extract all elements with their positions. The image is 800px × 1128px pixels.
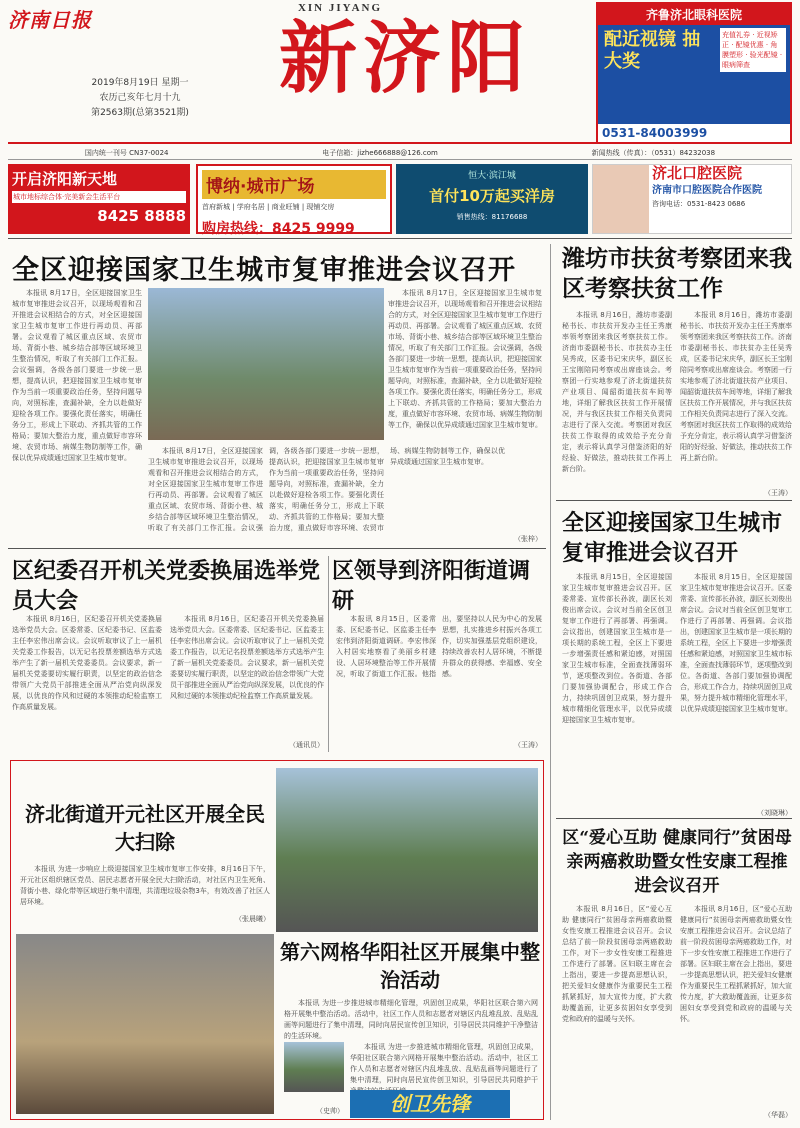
ad-phone: 购房热线：8425 9999: [202, 221, 355, 237]
ad-list: 充值礼券 · 近视矫正 · 配镜优惠 · 角膜塑形 · 验光配镜 · 眼病筛查: [720, 28, 786, 72]
byline-jiwei: （通讯员）: [289, 741, 324, 749]
lunar-date: 农历己亥年七月十九: [99, 93, 181, 103]
hotline: 新闻热线（传真）：（0531）84232038: [591, 148, 716, 157]
cn-number: 国内统一刊号 CN37-0024: [84, 148, 169, 157]
ad-sub: 首府新城 | 学府名居 | 商业旺铺 | 现铺交房: [202, 203, 335, 211]
byline-liuwang: （史帅）: [316, 1107, 344, 1115]
masthead-title: 新济阳: [278, 13, 531, 104]
byline-weifang: （王涛）: [764, 489, 792, 497]
article-aixin-col1: 本报讯 8月16日，区“爱心互助 健康同行”贫困母亲两癌救助暨女性安康工程推进会议召开。会议总结了前一阶段贫困母亲两癌救助工作，对下一步女性安康工程推进工作进行了部署。区妇联主席在会上指出，要进一步提高思想认识，把关爱妇女健康作为重要民生工程抓紧抓好，加大宣传力度，扩大救助覆盖面，让更多贫困妇女享受到党和政府的温暖与关怀。: [562, 905, 672, 1023]
byline-main: （张梓）: [514, 535, 542, 543]
article-liuwang-a: 本报讯 为进一步推进城市精细化管理，巩固创卫成果，华阳社区联合第六网格开展集中整治活动。活动中，社区工作人员和志愿者对辖区内乱堆乱放、乱贴乱画等问题进行了集中清理，同时向居民宣传创卫知识，引导居民共同维护干净整洁的生活环境。: [284, 999, 538, 1040]
headline-daoshi[interactable]: 区领导到济阳街道调研: [332, 558, 531, 614]
info-bar: [8, 146, 792, 160]
masthead-rule: [8, 142, 792, 144]
ad-sub: 城市地标综合体·完美新会生活平台: [12, 191, 186, 203]
photo-cleanup-volunteers: [276, 768, 538, 932]
section-rule: [556, 818, 792, 819]
article-main2-col1: 本报讯 8月15日，全区迎接国家卫生城市复审推进会议召开。区委常委、宣传部长孙波，副区长刘俊出席会议。会议对当前全区创卫复审工作进行了再部署、再强调。会议指出，创建国家卫生城市是一项长期的系统工程，全区上下要进一步增强责任感和紧迫感，对照国家卫生城市标准，全面查找薄弱环节，逐项整改到位。各街道、各部门要加强协调配合，形成工作合力，持续巩固创卫成果，努力提升城市精细化管理水平，以优异成绩迎接国家卫生城市复审。: [562, 573, 672, 724]
chuangwei-banner: 创卫先锋: [350, 1090, 510, 1118]
headline-weifang[interactable]: 潍坊市扶贫考察团来我区考察扶贫工作: [562, 245, 792, 302]
ad-dental[interactable]: [592, 164, 792, 234]
headline-main[interactable]: 全区迎接国家卫生城市复审推进会议召开: [12, 255, 516, 286]
email: 电子信箱：jizhe666888@126.com: [322, 148, 438, 157]
article-jiwei-col2: 本报讯 8月16日，区纪委召开机关党委换届选举党员大会。区委常委、区纪委书记、区监委主任李宏伟出席会议。会议听取审议了上一届机关党委工作报告，以无记名投票差额选举方式选举产生了新一届机关党委委员。会议要求，新一届机关党委要切实履行职责，以坚定的政治信念带领广大党员干部推进全面从严治党向纵深发展，以优良的作风和过硬的本领推动纪检监察工作高质量发展。: [170, 615, 324, 700]
headline-liuwang[interactable]: 第六网格华阳社区开展集中整治活动: [280, 940, 540, 992]
byline-jibei: （张晨曦）: [235, 915, 270, 923]
headline-aixin[interactable]: 区“爱心互助 健康同行”贫困母亲两癌救助暨女性安康工程推进会议召开: [562, 828, 792, 896]
byline-main2: （刘晓琳）: [757, 809, 792, 817]
ad-top: 恒大·滨江城: [468, 171, 516, 181]
headline-jiwei[interactable]: 区纪委召开机关党委换届选举党员大会: [12, 558, 321, 614]
article-main-col1: 本报讯 8月17日，全区迎接国家卫生城市复审推进会议召开，以现场观看和召开推进会议相结合的方式，对全区迎接国家卫生城市复审工作进行再动员、再部署。会议观看了城区重点区域、农贸市场、背街小巷、城乡结合部等区域环境卫生整治情况，听取了有关部门工作汇报。会议强调，各级各部门要进一步统一思想，提高认识，把迎接国家卫生城市复审作为当前一项重要政治任务，坚持问题导向，对照标准，查漏补缺，全力以赴做好迎检各项工作。要强化责任落实，明确任务分工，形成上下联动、齐抓共管的工作格局；要加大整治力度，重点做好市容环境、农贸市场、病媒生物防制等工作，确保以优异成绩通过国家卫生城市复审。: [12, 289, 142, 462]
article-daoshi: 本报讯 8月15日，区委常委、区纪委书记、区监委主任李宏伟到济阳街道调研。李宏伟深入村居实地察看了美丽乡村建设、人居环境整治等工作开展情况，听取了街道工作汇报。他指出，要坚持以人民为中心的发展思想，扎实推进乡村振兴各项工作，切实加强基层党组织建设，持续改善农村人居环境，不断提升群众的获得感、幸福感、安全感。: [336, 615, 542, 678]
ad-hengda[interactable]: [396, 164, 588, 234]
issue-date: 2019年8月19日 星期一: [91, 78, 189, 88]
ad-tel: 咨询电话：0531-8423 0686: [652, 200, 746, 208]
column-divider: [328, 556, 329, 752]
ad-xintiandi[interactable]: [8, 164, 190, 234]
article-weifang-col2: 本报讯 8月16日，潍坊市委副秘书长、市扶贫开发办主任王秀康率领考察团来我区考察扶贫工作。济南市委副秘书长、市扶贫办主任吴秀成，区委书记宋庆华，副区长王宝刚陪同考察或出席座谈会。考察团一行实地参观了济北街道扶贫产业项目、闻韶街道扶贫车间等地，详细了解我区扶贫工作开展情况，并与我区扶贫工作相关负责同志进行了深入交流。考察团对我区扶贫工作取得的成效给予充分肯定，表示将认真学习借鉴济阳的好经验、好做法，推动扶贫工作再上新台阶。: [680, 311, 792, 462]
ad-title: 博纳·城市广场: [202, 170, 386, 199]
ad-brand: 齐鲁济北眼科医院: [598, 4, 790, 25]
byline-aixin: （华磊）: [764, 1111, 792, 1119]
article-aixin-col2: 本报讯 8月16日，区“爱心互助 健康同行”贫困母亲两癌救助暨女性安康工程推进会议召开。会议总结了前一阶段贫困母亲两癌救助工作，对下一步女性安康工程推进工作进行了部署。区妇联主席在会上指出，要进一步提高思想认识，把关爱妇女健康作为重要民生工程抓紧抓好，加大宣传力度，扩大救助覆盖面，让更多贫困妇女享受到党和政府的温暖与关怀。: [680, 905, 792, 1023]
issue-number: 第2563期(总第3521期): [91, 108, 189, 118]
article-weifang-col1: 本报讯 8月16日，潍坊市委副秘书长、市扶贫开发办主任王秀康率领考察团来我区考察扶贫工作。济南市委副秘书长、市扶贫办主任吴秀成，区委书记宋庆华，副区长王宝刚陪同考察或出席座谈会。考察团一行实地参观了济北街道扶贫产业项目、闻韶街道扶贫车间等地，详细了解我区扶贫工作开展情况，并与我区扶贫工作相关负责同志进行了深入交流。考察团对我区扶贫工作取得的成效给予充分肯定，表示将认真学习借鉴济阳的好经验、好做法，推动扶贫工作再上新台阶。: [562, 311, 672, 473]
article-jiwei-col1: 本报讯 8月16日，区纪委召开机关党委换届选举党员大会。区委常委、区纪委书记、区监委主任李宏伟出席会议。会议听取审议了上一届机关党委工作报告，以无记名投票差额选举方式选举产生了新一届机关党委委员。会议要求，新一届机关党委要切实履行职责，以坚定的政治信念带领广大党员干部推进全面从严治党向纵深发展，以优良的作风和过硬的本领推动纪检监察工作高质量发展。: [12, 615, 162, 711]
article-main-col3: 本报讯 8月17日，全区迎接国家卫生城市复审推进会议召开，以现场观看和召开推进会议相结合的方式，对全区迎接国家卫生城市复审工作进行再动员、再部署。会议观看了城区重点区域、农贸市场、背街小巷、城乡结合部等区域环境卫生整治情况，听取了有关部门工作汇报。会议强调，各级各部门要进一步统一思想，提高认识，把迎接国家卫生城市复审作为当前一项重要政治任务，坚持问题导向，对照标准，查漏补缺，全力以赴做好迎检各项工作。要强化责任落实，明确任务分工，形成上下联动、齐抓共管的工作格局；要加大整治力度，重点做好市容环境、农贸市场、病媒生物防制等工作，确保以优异成绩通过国家卫生城市复审。: [388, 289, 542, 429]
section-rule: [556, 500, 792, 501]
ad-addr: 济南市口腔医院合作医院: [652, 185, 762, 196]
eye-hospital-ad[interactable]: [596, 2, 792, 144]
ad-model-photo: [593, 165, 649, 233]
ad-price: 首付10万起买洋房: [429, 187, 555, 205]
ad-slogan: 配近视镜 抽大奖: [604, 29, 701, 72]
byline-daoshi: （王涛）: [514, 741, 542, 749]
dateline: [60, 76, 220, 121]
article-main2-col2: 本报讯 8月15日，全区迎接国家卫生城市复审推进会议召开。区委常委、宣传部长孙波，副区长刘俊出席会议。会议对当前全区创卫复审工作进行了再部署、再强调。会议指出，创建国家卫生城市是一项长期的系统工程，全区上下要进一步增强责任感和紧迫感，对照国家卫生城市标准，全面查找薄弱环节，逐项整改到位。各街道、各部门要加强协调配合，形成工作合力，持续巩固创卫成果，努力提升城市精细化管理水平，以优异成绩迎接国家卫生城市复审。: [680, 573, 792, 713]
ad-divider: [8, 238, 792, 239]
headline-jibei[interactable]: 济北街道开元社区开展全民大扫除: [25, 802, 265, 854]
section-rule: [8, 548, 546, 549]
ad-tel: 销售热线：81176688: [456, 213, 528, 221]
column-divider: [550, 244, 551, 1120]
photo-rectification-small: [284, 1042, 344, 1092]
article-jibei: 本报讯 为进一步响应上级迎接国家卫生城市复审工作安排，8月16日下午，开元社区组织辖区党员、居民志愿者开展全民大扫除活动，对社区内卫生死角、背街小巷、绿化带等区域进行集中清理，共清理垃圾杂物3车，有效改善了社区人居环境。: [20, 865, 270, 906]
photo-street-rectification: [16, 934, 274, 1114]
logo-jinan-daily: 济南日报: [8, 8, 92, 32]
article-liuwang-b: 本报讯 为进一步推进城市精细化管理，巩固创卫成果，华阳社区联合第六网格开展集中整治活动。活动中，社区工作人员和志愿者对辖区内乱堆乱放、乱贴乱画等问题进行了集中清理，同时向居民宣传创卫知识，引导居民共同维护干: [350, 1043, 538, 1084]
ad-phone: 8425 8888: [97, 207, 186, 225]
photo-inspection: [148, 288, 384, 440]
headline-main2[interactable]: 全区迎接国家卫生城市复审推进会议召开: [562, 510, 783, 566]
masthead-pinyin: XIN JIYANG: [297, 2, 383, 14]
ad-title: 开启济阳新天地: [12, 170, 118, 188]
ad-phone: 0531-84003999: [598, 124, 790, 142]
article-main-col2: 本报讯 8月17日，全区迎接国家卫生城市复审推进会议召开，以现场观看和召开推进会议相结合的方式，对全区迎接国家卫生城市复审工作进行再动员、再部署。会议观看了城区重点区域、农贸市场、背街小巷、城乡结合部等区域环境卫生整治情况，听取了有关部门工作汇报。会议强调，各级各部门要进一步统一思想，提高认识，把迎接国家卫生城市复审作为当前一项重要政治任务，坚持问题导向，对照标准，查漏补缺，全力以赴做好迎检各项工作。要强化责任落实，明确任务分工，形成上下联动、齐抓共管的工作格局；要加大整治力度，重点做好市容环境、农贸市场、病媒生物防制等工作，确保以优异成绩通过国家卫生城市复审。: [148, 447, 505, 532]
ad-title: 济北口腔医院: [652, 164, 743, 182]
ad-bona[interactable]: [196, 164, 392, 237]
